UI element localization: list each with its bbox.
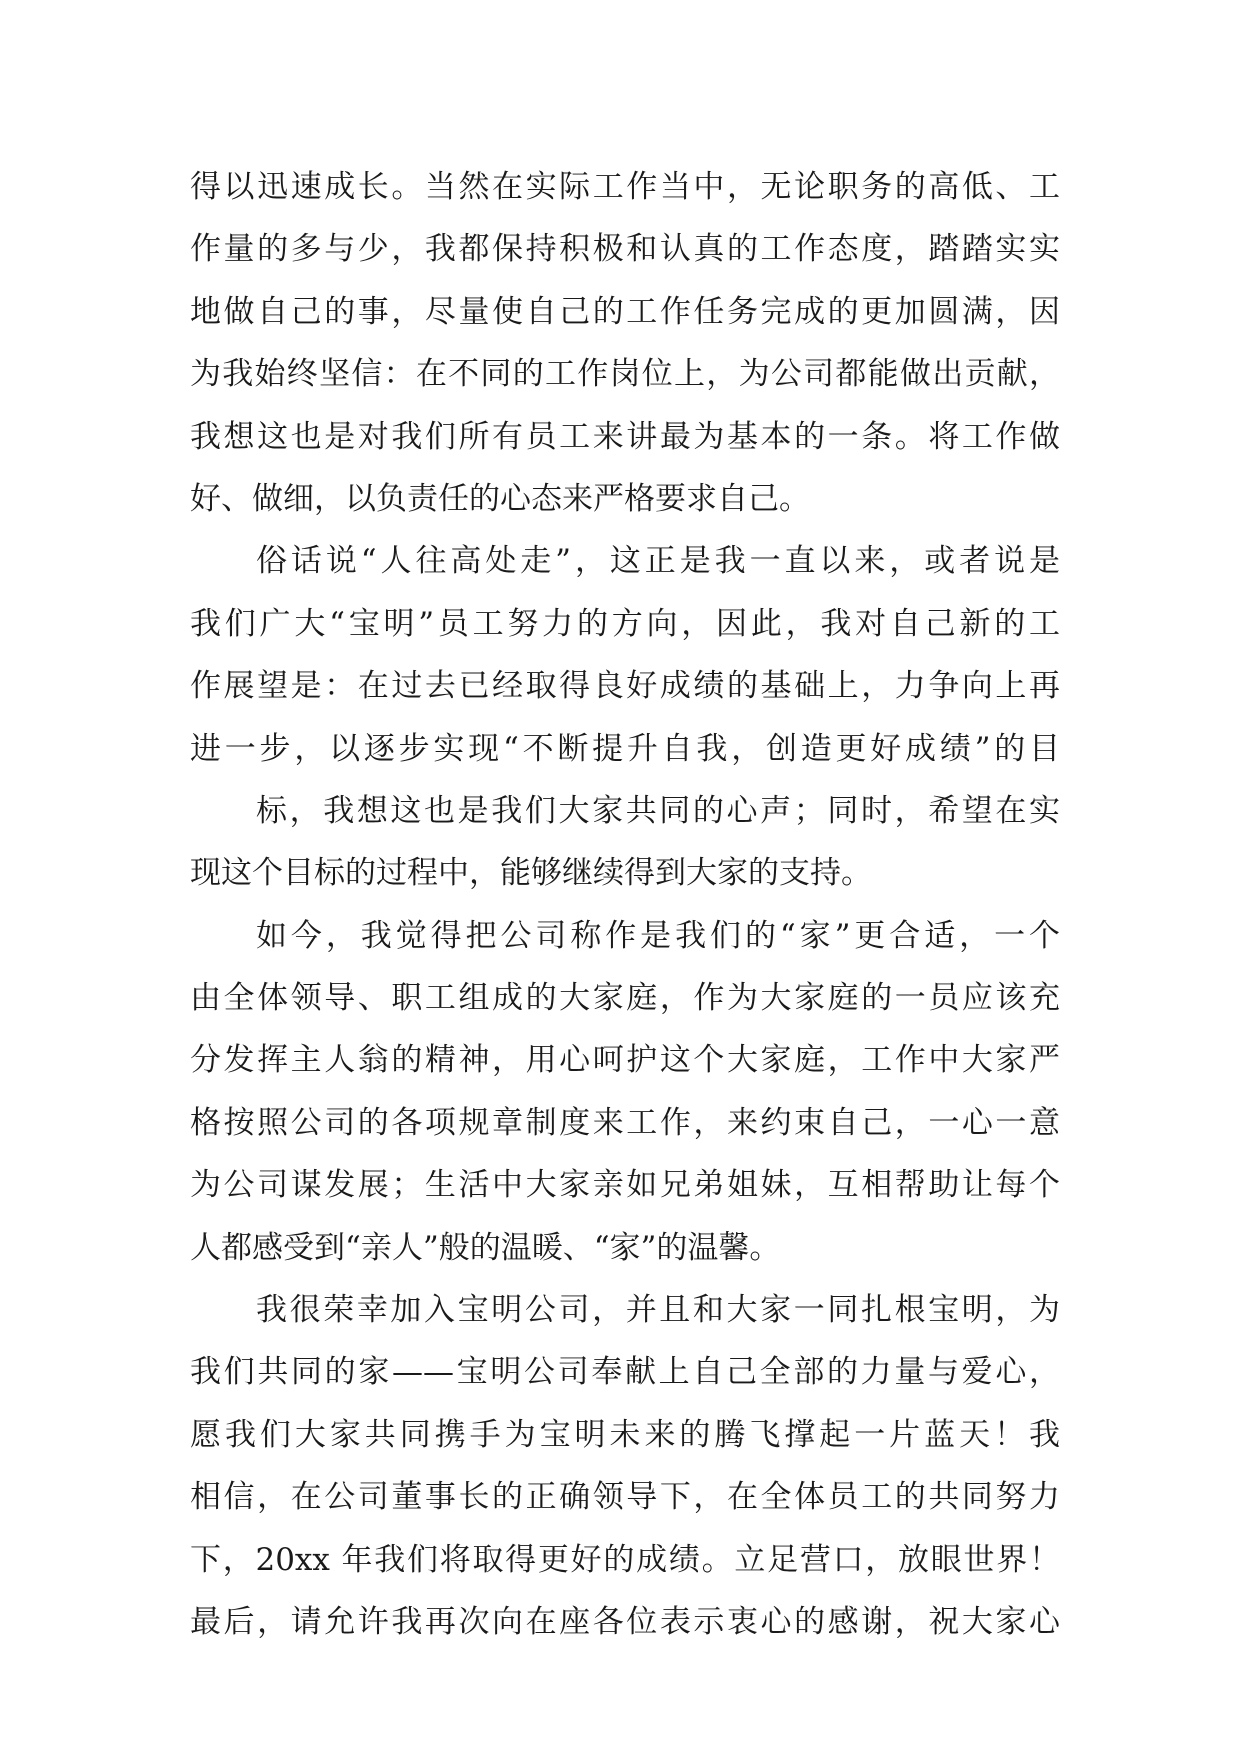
paragraph-first-line: 标，我想这也是我们大家共同的心声；同时，希望在实 xyxy=(256,792,1060,829)
text-line: 我想这也是对我们所有员工来讲最为基本的一条。将工作做 xyxy=(190,418,1060,455)
text-line: 为公司谋发展；生活中大家亲如兄弟姐妹，互相帮助让每个 xyxy=(190,1167,1060,1204)
text-line: 好、做细，以负责任的心态来严格要求自己。 xyxy=(190,480,810,517)
text-line: 现这个目标的过程中，能够继续得到大家的支持。 xyxy=(190,855,872,892)
text-line: 格按照公司的各项规章制度来工作，来约束自己，一心一意 xyxy=(190,1104,1060,1141)
text-line: 相信，在公司董事长的正确领导下，在全体员工的共同努力 xyxy=(190,1479,1060,1516)
paragraph-first-line: 我很荣幸加入宝明公司，并且和大家一同扎根宝明，为 xyxy=(256,1292,1060,1329)
text-line: 愿我们大家共同携手为宝明未来的腾飞撑起一片蓝天！我 xyxy=(190,1416,1060,1453)
text-line: 进一步，以逐步实现“不断提升自我，创造更好成绩”的目 xyxy=(190,730,1060,767)
text-line: 作量的多与少，我都保持积极和认真的工作态度，踏踏实实 xyxy=(190,231,1060,268)
text-line: 人都感受到“亲人”般的温暖、“家”的温馨。 xyxy=(190,1229,781,1266)
text-line: 地做自己的事，尽量使自己的工作任务完成的更加圆满，因 xyxy=(190,293,1060,330)
text-line: 得以迅速成长。当然在实际工作当中，无论职务的高低、工 xyxy=(190,169,1060,205)
text-line: 为我始终坚信：在不同的工作岗位上，为公司都能做出贡献， xyxy=(190,356,1060,393)
paragraph-first-line: 俗话说“人往高处走”，这正是我一直以来，或者说是 xyxy=(256,543,1060,580)
text-line: 由全体领导、职工组成的大家庭，作为大家庭的一员应该充 xyxy=(190,980,1060,1017)
text-line: 我们广大“宝明”员工努力的方向，因此，我对自己新的工 xyxy=(190,605,1060,642)
text-line: 作展望是：在过去已经取得良好成绩的基础上，力争向上再 xyxy=(190,668,1060,705)
text-line: 最后，请允许我再次向在座各位表示衷心的感谢，祝大家心 xyxy=(190,1603,1060,1640)
text-line: 我们共同的家——宝明公司奉献上自己全部的力量与爱心， xyxy=(190,1354,1060,1391)
text-line: 分发挥主人翁的精神，用心呵护这个大家庭，工作中大家严 xyxy=(190,1042,1060,1079)
text-line: 下，20xx 年我们将取得更好的成绩。立足营口，放眼世界！ xyxy=(190,1541,1060,1578)
body-text xyxy=(190,156,1060,1653)
paragraph-first-line: 如今，我觉得把公司称作是我们的“家”更合适，一个 xyxy=(256,917,1060,954)
